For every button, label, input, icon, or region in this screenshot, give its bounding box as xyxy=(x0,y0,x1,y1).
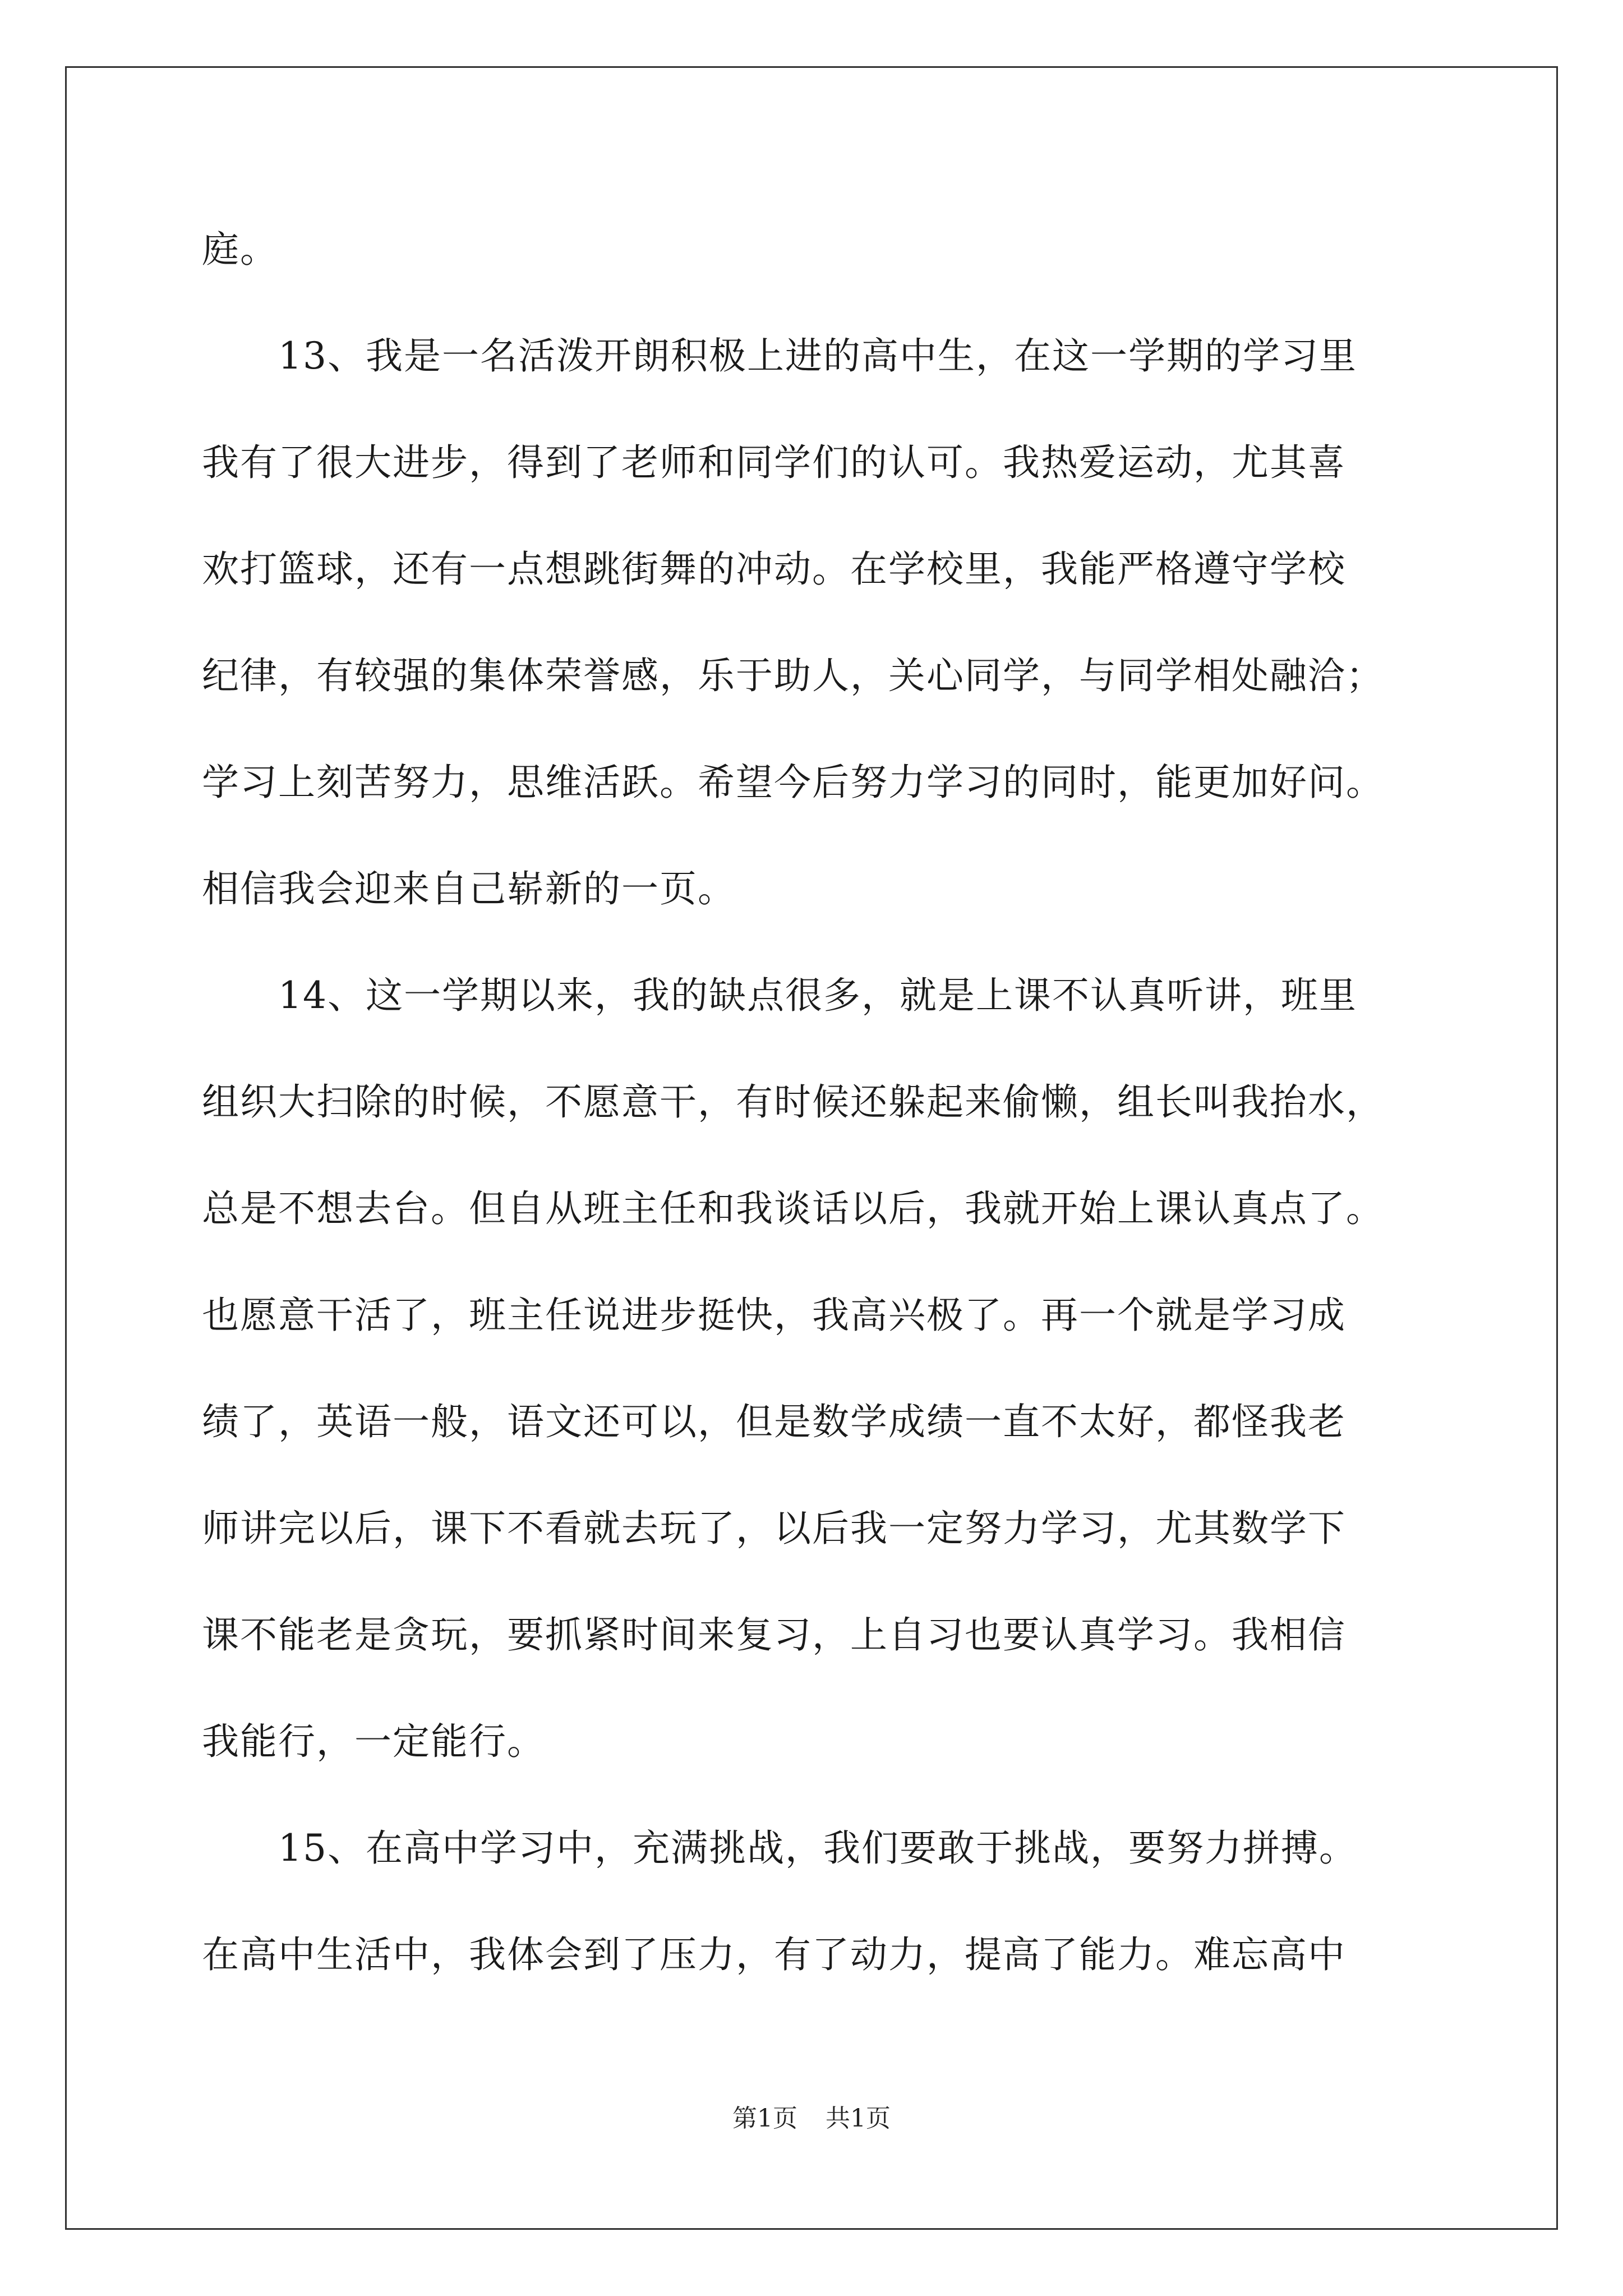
text-line: 学习上刻苦努力，思维活跃。希望今后努力学习的同时，能更加好问。 xyxy=(202,761,1384,804)
page-footer xyxy=(0,2098,1623,2134)
text-line: 纪律，有较强的集体荣誉感，乐于助人，关心同学，与同学相处融洽； xyxy=(202,654,1384,697)
page-total: 共1页 xyxy=(826,2104,891,2133)
text-line: 组织大扫除的时候，不愿意干，有时候还躲起来偷懒，组长叫我抬水， xyxy=(202,1080,1384,1124)
text-line: 总是不想去台。但自从班主任和我谈话以后，我就开始上课认真点了。 xyxy=(202,1187,1384,1230)
text-line: 14、这一学期以来，我的缺点很多，就是上课不认真听讲，班里 xyxy=(202,974,1357,1017)
text-line: 我能行，一定能行。 xyxy=(202,1720,545,1763)
text-line: 欢打篮球，还有一点想跳街舞的冲动。在学校里，我能严格遵守学校 xyxy=(202,547,1346,591)
text-line: 绩了，英语一般，语文还可以，但是数学成绩一直不太好，都怪我老 xyxy=(202,1400,1346,1443)
text-line: 庭。 xyxy=(202,228,278,271)
text-line: 我有了很大进步，得到了老师和同学们的认可。我热爱运动，尤其喜 xyxy=(202,441,1346,484)
text-line: 在高中生活中，我体会到了压力，有了动力，提高了能力。难忘高中 xyxy=(202,1933,1346,1976)
text-line: 也愿意干活了，班主任说进步挺快，我高兴极了。再一个就是学习成 xyxy=(202,1294,1346,1337)
text-line: 师讲完以后，课下不看就去玩了，以后我一定努力学习，尤其数学下 xyxy=(202,1507,1346,1550)
text-line: 相信我会迎来自己崭新的一页。 xyxy=(202,867,736,910)
text-line: 13、我是一名活泼开朗积极上进的高中生，在这一学期的学习里 xyxy=(202,334,1357,378)
page-number: 第1页 xyxy=(732,2104,797,2133)
text-line: 15、在高中学习中，充满挑战，我们要敢于挑战，要努力拼搏。 xyxy=(202,1826,1357,1870)
document-body xyxy=(202,196,1430,2008)
text-line: 课不能老是贪玩，要抓紧时间来复习，上自习也要认真学习。我相信 xyxy=(202,1613,1346,1657)
